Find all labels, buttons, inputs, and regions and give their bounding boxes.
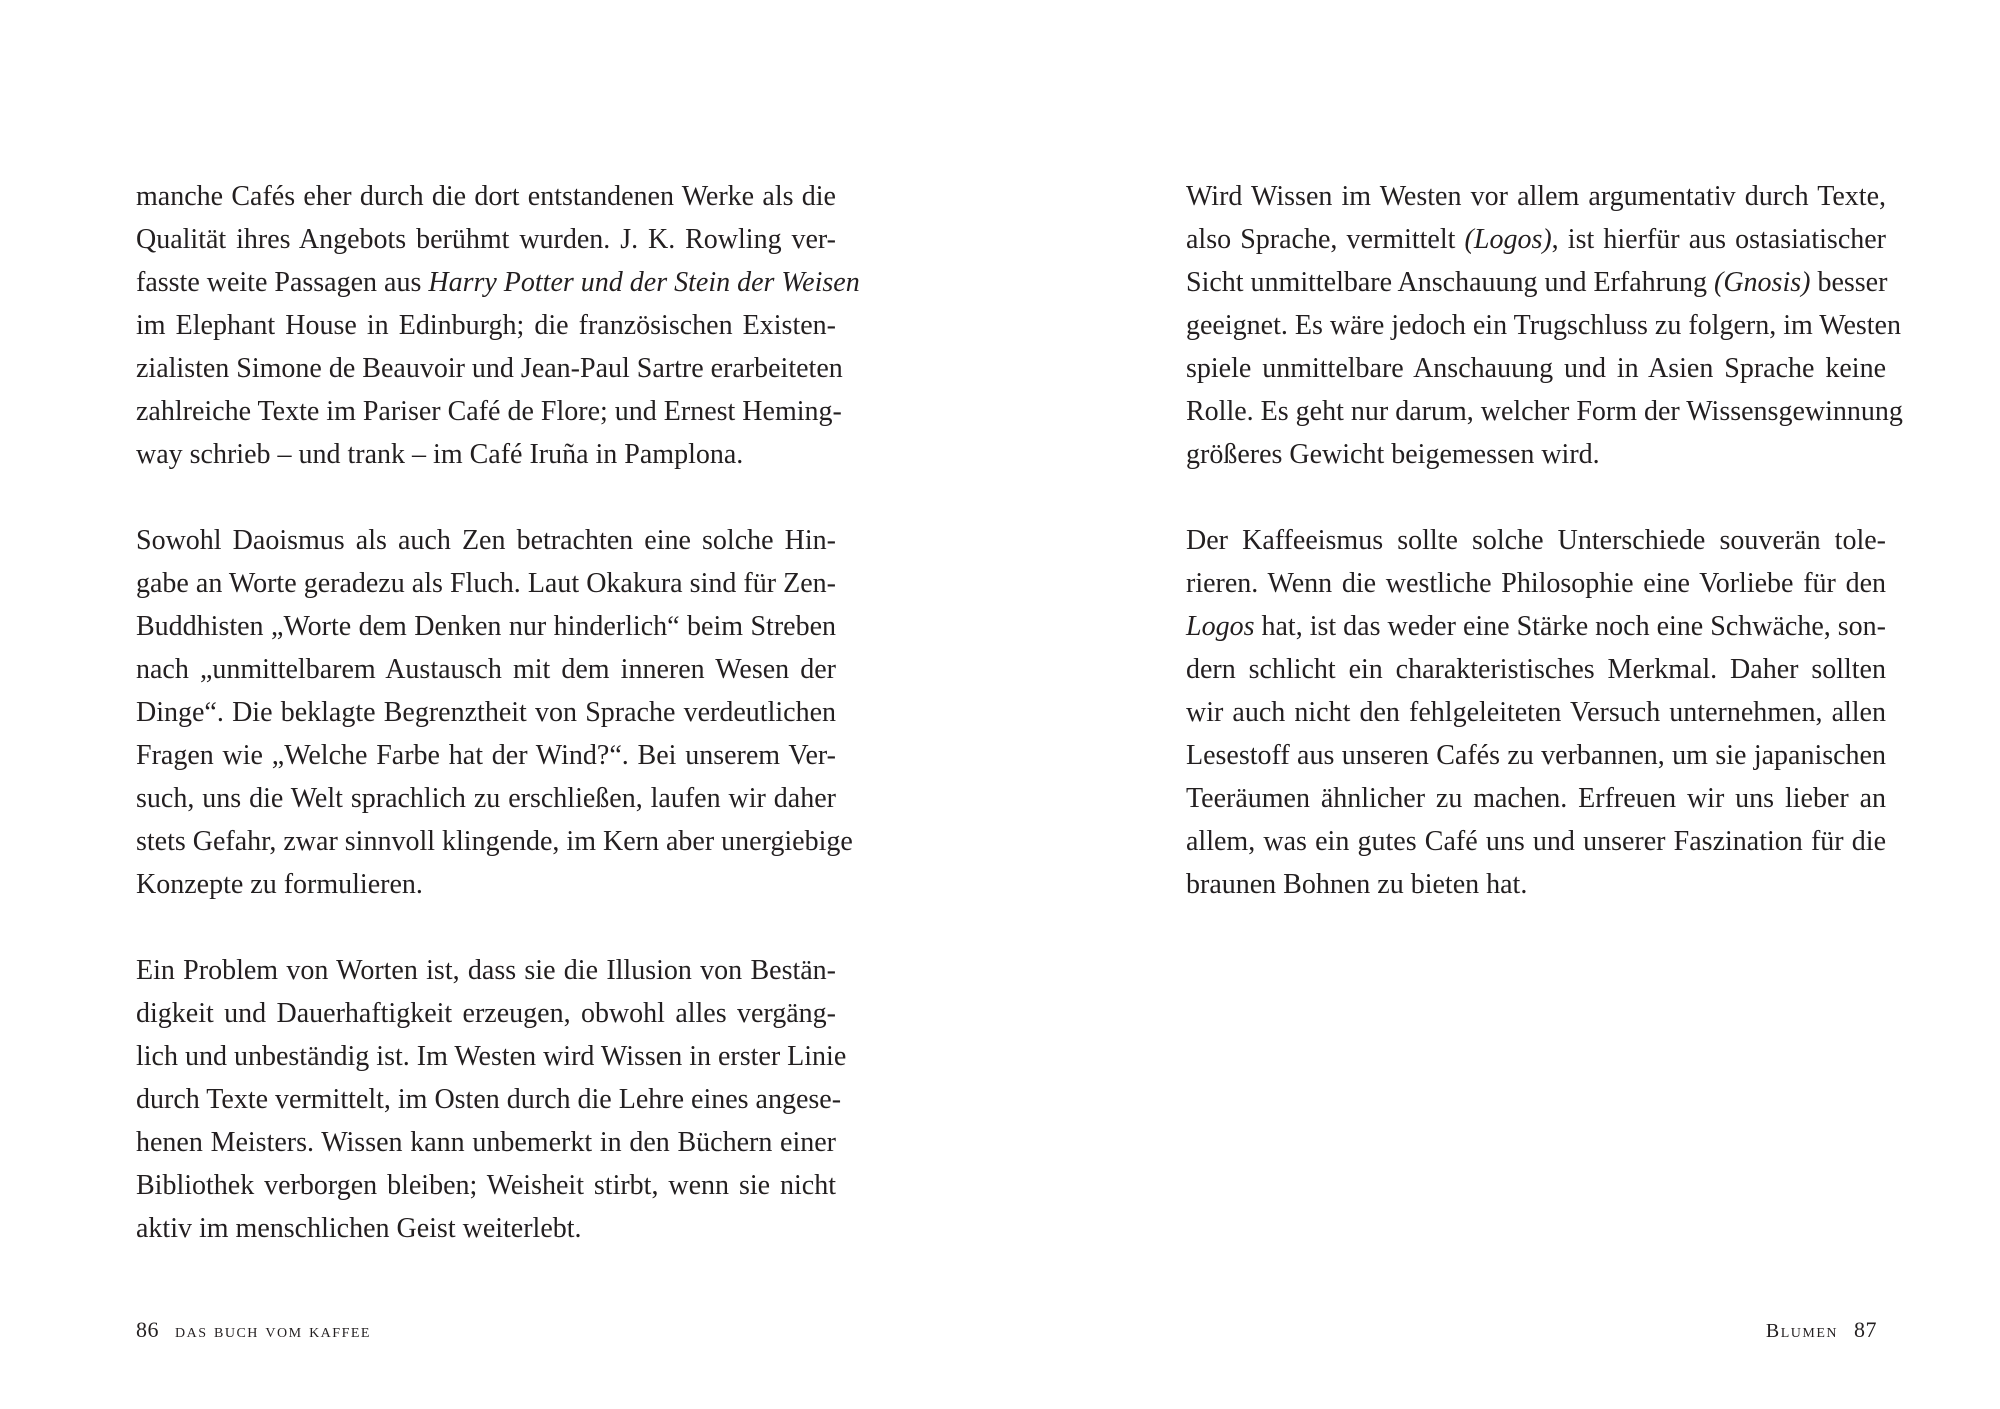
text-line: lich und unbeständig ist. Im Westen wird Wissen in erster Linie xyxy=(136,1041,847,1072)
paragraph xyxy=(1186,519,1886,906)
text-line: spiele unmittelbare Anschauung und in Asien Sprache keine xyxy=(1186,353,1886,384)
text-segment: , ist hierfür aus ostasiatischer xyxy=(1551,224,1886,255)
paragraph xyxy=(136,949,847,1250)
text-segment: also Sprache, vermittelt xyxy=(1186,224,1465,255)
text-line: way schrieb – und trank – im Café Iruña in Pamplona. xyxy=(136,439,744,470)
text-line: geeignet. Es wäre jedoch ein Trugschluss zu folgern, im Westen xyxy=(1186,310,1901,341)
text-line: stets Gefahr, zwar sinnvoll klingende, im Kern aber unergiebige xyxy=(136,826,853,857)
text-line xyxy=(1186,218,1886,261)
page-number: 86 xyxy=(136,1317,159,1342)
text-line: Rolle. Es geht nur darum, welcher Form der Wissensgewinnung xyxy=(1186,396,1903,427)
text-line: manche Cafés eher durch die dort entstandenen Werke als die xyxy=(136,181,836,212)
text-segment: hat, ist das weder eine Stärke noch eine Schwäche, son- xyxy=(1254,611,1886,642)
text-segment: Sicht unmittelbare Anschauung und Erfahrung xyxy=(1186,267,1714,298)
text-line: Buddhisten „Worte dem Denken nur hinderlich“ beim Streben xyxy=(136,611,836,642)
left-text-column xyxy=(136,175,860,1293)
text-line: zialisten Simone de Beauvoir und Jean-Paul Sartre erarbeiteten xyxy=(136,353,843,384)
text-line: nach „unmittelbarem Austausch mit dem inneren Wesen der xyxy=(136,654,836,685)
page-number: 87 xyxy=(1854,1317,1877,1342)
text-line: Der Kaffeeismus sollte solche Unterschiede souverän tole- xyxy=(1186,525,1886,556)
term-italic: (Gnosis) xyxy=(1714,267,1811,298)
running-head: das buch vom kaffee xyxy=(175,1320,371,1342)
right-text-column xyxy=(1186,175,1903,949)
text-line: gabe an Worte geradezu als Fluch. Laut Okakura sind für Zen- xyxy=(136,568,836,599)
text-line: wir auch nicht den fehlgeleiteten Versuch unternehmen, allen xyxy=(1186,697,1886,728)
text-line: Teeräumen ähnlicher zu machen. Erfreuen wir uns lieber an xyxy=(1186,783,1886,814)
text-line: Dinge“. Die beklagte Begrenztheit von Sprache verdeutlichen xyxy=(136,697,836,728)
right-page-footer xyxy=(1766,1318,1877,1343)
text-line: braunen Bohnen zu bieten hat. xyxy=(1186,869,1528,900)
text-line: größeres Gewicht beigemessen wird. xyxy=(1186,439,1600,470)
text-line: Lesestoff aus unseren Cafés zu verbannen, um sie japanischen xyxy=(1186,740,1886,771)
text-line xyxy=(1186,605,1886,648)
text-line: Fragen wie „Welche Farbe hat der Wind?“. Bei unserem Ver- xyxy=(136,740,836,771)
text-line: aktiv im menschlichen Geist weiterlebt. xyxy=(136,1213,582,1244)
text-line: durch Texte vermittelt, im Osten durch die Lehre eines angese- xyxy=(136,1084,842,1115)
book-title-italic: Harry Potter und der Stein der Weisen xyxy=(428,267,860,298)
running-head: Blumen xyxy=(1765,1320,1838,1342)
paragraph xyxy=(136,519,853,906)
text-line: Sowohl Daoismus als auch Zen betrachten eine solche Hin- xyxy=(136,525,836,556)
text-line: allem, was ein gutes Café uns und unserer Faszination für die xyxy=(1186,826,1886,857)
text-segment: besser xyxy=(1810,267,1888,298)
text-line: digkeit und Dauerhaftigkeit erzeugen, obwohl alles vergäng- xyxy=(136,998,836,1029)
text-line: such, uns die Welt sprachlich zu erschließen, laufen wir daher xyxy=(136,783,836,814)
paragraph xyxy=(136,175,860,476)
text-line: rieren. Wenn die westliche Philosophie eine Vorliebe für den xyxy=(1186,568,1886,599)
left-page-footer xyxy=(136,1318,371,1343)
text-line xyxy=(1186,261,1886,304)
text-line: dern schlicht ein charakteristisches Merkmal. Daher sollten xyxy=(1186,654,1886,685)
text-line: Konzepte zu formulieren. xyxy=(136,869,423,900)
paragraph xyxy=(1186,175,1903,476)
text-line: henen Meisters. Wissen kann unbemerkt in den Büchern einer xyxy=(136,1127,836,1158)
text-line: zahlreiche Texte im Pariser Café de Flore; und Ernest Heming- xyxy=(136,396,842,427)
text-line: Bibliothek verborgen bleiben; Weisheit stirbt, wenn sie nicht xyxy=(136,1170,836,1201)
text-line: Wird Wissen im Westen vor allem argumentativ durch Texte, xyxy=(1186,181,1886,212)
text-line: Ein Problem von Worten ist, dass sie die Illusion von Bestän- xyxy=(136,955,836,986)
text-line: Qualität ihres Angebots berühmt wurden. J. K. Rowling ver- xyxy=(136,224,836,255)
text-line: im Elephant House in Edinburgh; die französischen Existen- xyxy=(136,310,836,341)
right-page xyxy=(1000,0,2000,1409)
term-italic: (Logos) xyxy=(1464,224,1552,255)
term-italic: Logos xyxy=(1186,611,1255,642)
text-line xyxy=(136,261,860,304)
text-segment: fasste weite Passagen aus xyxy=(136,267,429,298)
